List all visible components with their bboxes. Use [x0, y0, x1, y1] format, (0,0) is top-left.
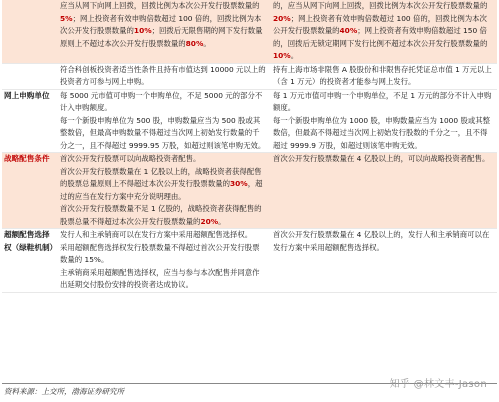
paragraph	[273, 0, 494, 63]
source-note: 资料来源：上交所，渤海证券研究所	[4, 387, 124, 396]
main-board-cell	[269, 153, 497, 229]
text-run: 。	[218, 216, 226, 226]
paragraph: 每一个新股申购单位为 500 股，申购数量应当为 500 股或其整数倍，但最高申购数量不得超过当次网上初始发行数量的千分之一，且不得超过 9999.95 万股，如超过则该笔申购无效。	[60, 115, 266, 150]
star-market-cell	[56, 0, 269, 63]
comparison-table	[2, 0, 497, 293]
row-label-empty	[2, 0, 56, 63]
highlight-value: 80%	[185, 38, 204, 48]
table-row-eligibility	[2, 63, 497, 89]
paragraph: 首次公开发行股票数量在 4 亿股以上的，可以向战略投资者配售。	[273, 154, 490, 163]
text-run: 。	[290, 51, 299, 60]
paragraph	[60, 166, 266, 204]
text-run: ，超过的应当在发行方案中充分说明理由。	[60, 179, 263, 201]
text-run: ；回拨后无限售期的网下发行数量原则上不超过本次公开发行股票数量的	[60, 26, 263, 48]
row-label-empty	[2, 63, 56, 89]
highlight-value: 10%	[273, 51, 291, 60]
paragraph: 首次公开发行股票可以向战略投资者配售。	[60, 154, 201, 163]
row-label: 网上申购单位	[2, 89, 56, 153]
paragraph	[60, 0, 266, 50]
main-board-cell	[269, 0, 497, 63]
text-run: 应当从网下向网上回拨，回拨比例为本次公开发行股票数量的	[60, 1, 260, 10]
text-run: ；网上投资者有效申购倍数超过 100 倍的，回拨比例为本次公开发行股票数量的	[273, 13, 487, 35]
text-run: 。	[203, 38, 211, 48]
watermark: 知乎 @林文丰-Jason	[389, 379, 487, 390]
text-run: 首次公开发行股票数量在 1 亿股以上的，战略投资者获得配售的股票总量原则上不得超过本次公开发行股票数量的	[60, 166, 262, 188]
paragraph: 持有上海市场非限售 A 股股份和非限售存托凭证总市值 1 万元以上（含 1 万元）的投资者才能参与网上发行。	[273, 64, 492, 86]
highlight-value: 30%	[230, 179, 248, 188]
highlight-value: 10%	[133, 26, 152, 35]
row-label: 超额配售选择权（绿鞋机制）	[2, 229, 56, 293]
highlight-value: 20%	[200, 216, 219, 226]
text-run: ；网上投资者有效申购倍数超过 150 倍的，回拨后无锁定期网下发行比例不超过本次公开发行股票数量的	[273, 26, 488, 48]
paragraph: 符合科创板投资者适当性条件且持有市值达到 10000 元以上的投资者方可参与网上申购。	[60, 64, 266, 86]
main-board-cell	[269, 229, 497, 293]
text-run: 的，应当从网下向网上回拨，回拨比例为本次公开发行股票数量的	[273, 1, 488, 10]
table-row-greenshoe	[2, 229, 497, 293]
star-market-cell	[56, 63, 269, 89]
paragraph: 每一个新股申购单位为 1000 股，申购数量应当为 1000 股或其整数倍，但最高不得超过当次网上初始发行股数的千分之一，且不得超过 9999.9 万股，如超过则该笔申购无效。	[273, 115, 491, 150]
highlight-value: 20%	[273, 13, 291, 23]
highlight-value: 5%	[60, 13, 73, 23]
table-row-strategic-placement	[2, 153, 497, 229]
highlight-value: 40%	[339, 26, 358, 35]
paragraph: 每 5000 元市值可申购一个申购单位，不足 5000 元的部分不计入申购额度。	[60, 90, 263, 112]
paragraph: 每 1 万元市值可申购一个申购单位，不足 1 万元的部分不计入申购额度。	[273, 90, 492, 112]
paragraph: 首次公开发行股票数量在 4 亿股以上的，发行人和主承销商可以在发行方案中采用超额配售选择权。	[273, 230, 490, 252]
paragraph: 发行人和主承销商可以在发行方案中采用超额配售选择权。	[60, 230, 253, 239]
paragraph: 采用超额配售选择权发行股票数量不得超过首次公开发行股票数量的 15%。	[60, 242, 260, 264]
star-market-cell	[56, 153, 269, 229]
table-row-clawback	[2, 0, 497, 63]
star-market-cell	[56, 229, 269, 293]
main-board-cell	[269, 89, 497, 153]
paragraph: 主承销商采用超额配售选择权，应当与参与本次配售并同意作出延期交付股份安排的投资者达成协议。	[60, 267, 260, 289]
text-run: 首次公开发行股票数量不足 1 亿股的，战略投资者获得配售的股票总量不得超过本次公开发行股票数量的	[60, 204, 262, 226]
star-market-cell	[56, 89, 269, 153]
main-board-cell	[269, 63, 497, 89]
row-label: 战略配售条件	[2, 153, 56, 229]
table-row-subscription-unit	[2, 89, 497, 153]
paragraph	[60, 203, 266, 228]
text-run: ；网上投资者有效申购倍数超过 100 倍的，回拨比例为本次公开发行股票数量的	[60, 13, 262, 35]
